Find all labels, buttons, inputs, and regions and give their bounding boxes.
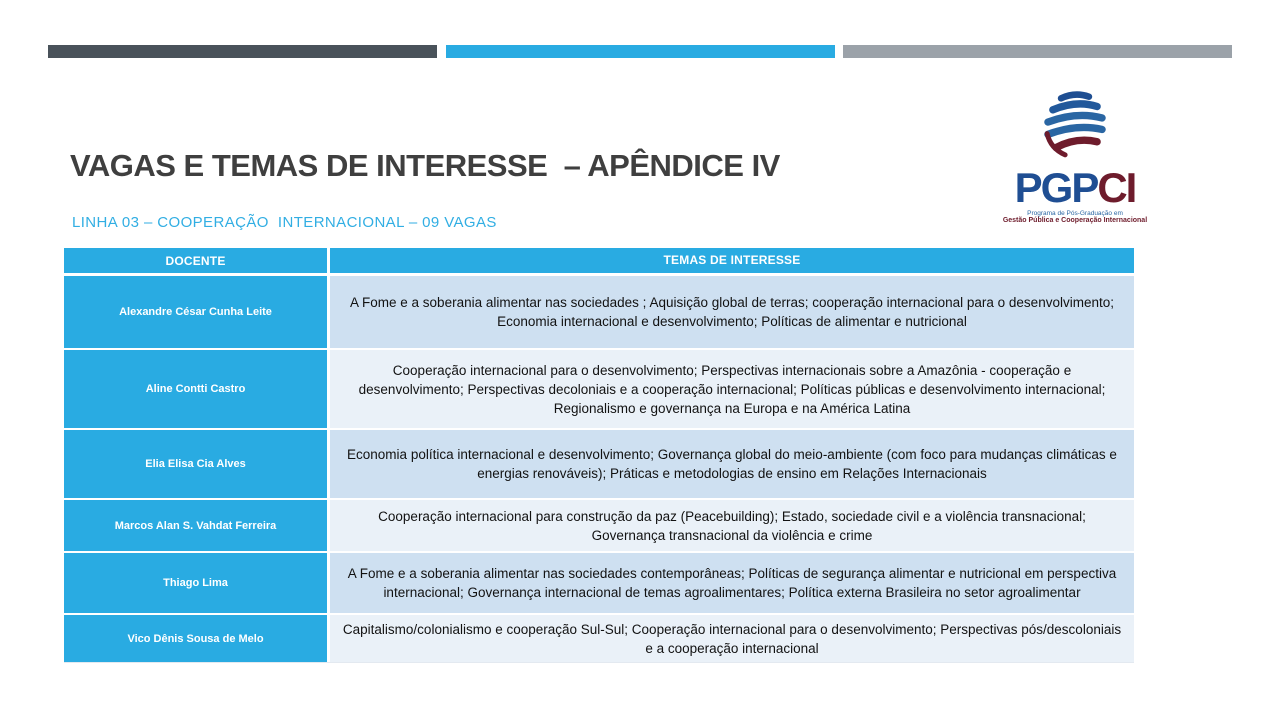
temas-cell: Economia política internacional e desenvolvimento; Governança global do meio-ambiente (com foco para mudanças climáticas e energias renováveis); Práticas e metodologias de ensino em Relações Internacionais (330, 430, 1134, 498)
table-row (64, 348, 1134, 428)
table-row (64, 551, 1134, 613)
logo-acronym-secondary: CI (1097, 164, 1136, 211)
pgpci-logo (995, 86, 1155, 224)
temas-cell: A Fome e a soberania alimentar nas sociedades contemporâneas; Políticas de segurança alimentar e nutricional em perspectiva internacional; Governança internacional de temas agroalimentares; Política externa Brasileira no setor agroalimentar (330, 553, 1134, 613)
table-header-temas: TEMAS DE INTERESSE (330, 248, 1134, 273)
temas-cell: A Fome e a soberania alimentar nas sociedades ; Aquisição global de terras; cooperação internacional para o desenvolvimento; Economia internacional e desenvolvimento; Políticas de alimentar e nutricional (330, 276, 1134, 348)
logo-tagline-2: Gestão Pública e Cooperação Internacional (1002, 216, 1148, 224)
table-header-row (64, 248, 1134, 273)
logo-acronym-primary: PGP (1014, 164, 1098, 211)
docente-cell: Alexandre César Cunha Leite (64, 276, 330, 348)
top-bar-dark (48, 45, 437, 58)
table-row (64, 428, 1134, 498)
table-row (64, 498, 1134, 551)
docente-cell: Marcos Alan S. Vahdat Ferreira (64, 500, 330, 551)
temas-cell: Cooperação internacional para o desenvolvimento; Perspectivas internacionais sobre a Amazônia - cooperação e desenvolvimento; Perspectivas decoloniais e a cooperação internacional; Políticas públicas e desenvolvimento internacional; Regionalismo e governança na Europa e na América Latina (330, 350, 1134, 428)
top-bar-gray (843, 45, 1232, 58)
docente-cell: Thiago Lima (64, 553, 330, 613)
logo-tagline-1: Programa de Pós-Graduação em (1027, 209, 1123, 217)
docente-cell: Aline Contti Castro (64, 350, 330, 428)
page-title: VAGAS E TEMAS DE INTERESSE – APÊNDICE IV (70, 148, 780, 183)
interest-table (64, 248, 1134, 663)
table-row (64, 613, 1134, 662)
table-row (64, 273, 1134, 348)
top-bar-blue (446, 45, 835, 58)
page-subtitle: LINHA 03 – COOPERAÇÃO INTERNACIONAL – 09 VAGAS (72, 214, 497, 231)
table-header-docente: DOCENTE (64, 248, 330, 273)
temas-cell: Cooperação internacional para construção da paz (Peacebuilding); Estado, sociedade civil e a violência transnacional; Governança transnacional da violência e crime (330, 500, 1134, 551)
temas-cell: Capitalismo/colonialismo e cooperação Sul-Sul; Cooperação internacional para o desenvolvimento; Perspectivas pós/descoloniais e a cooperação internacional (330, 615, 1134, 662)
docente-cell: Elia Elisa Cia Alves (64, 430, 330, 498)
logo-acronym (995, 164, 1155, 211)
globe-icon (1034, 86, 1116, 168)
docente-cell: Vico Dênis Sousa de Melo (64, 615, 330, 662)
